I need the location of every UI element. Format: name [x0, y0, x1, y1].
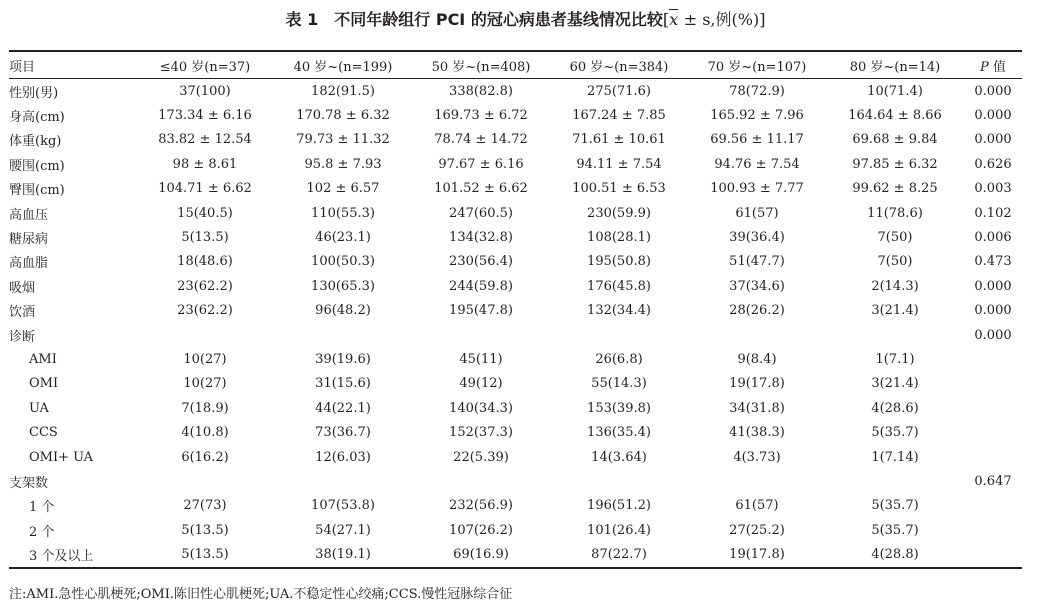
header-p-letter: P — [980, 59, 989, 75]
table-row — [9, 250, 1022, 274]
cell-group-80: 69.68 ± 9.84 — [852, 132, 938, 148]
cell-p-value: 0.473 — [974, 254, 1012, 270]
cell-group-40: 31(15.6) — [315, 376, 371, 392]
row-label: 性别(男) — [9, 85, 59, 101]
header-group-60: 60 岁~(n=384) — [550, 51, 688, 79]
cell-group-40: 130(65.3) — [311, 278, 375, 294]
cell-group-50: 69(16.9) — [412, 542, 550, 567]
cell-group-50: 101.52 ± 6.62 — [434, 181, 528, 197]
row-label: 高血脂 — [9, 256, 49, 272]
cell-group-80: 5(35.7) — [871, 498, 919, 514]
header-group-40: 40 岁~(n=199) — [274, 51, 412, 79]
cell-group-le40 — [136, 323, 274, 347]
cell-group-40: 12(6.03) — [315, 449, 371, 465]
cell-group-50: 45(11) — [459, 351, 503, 367]
cell-group-80: 7(50) — [877, 254, 913, 270]
cell-group-70: 19(17.8) — [688, 542, 826, 567]
table-row — [9, 518, 1022, 542]
table-title — [0, 9, 1051, 31]
cell-group-50: 169.73 ± 6.72 — [434, 108, 528, 124]
row-label: 3 个及以上 — [9, 542, 136, 567]
cell-p-value: 0.000 — [974, 108, 1012, 124]
cell-group-50: 140(34.3) — [449, 400, 513, 416]
cell-group-40: 170.78 ± 6.32 — [296, 108, 390, 124]
cell-group-50: 97.67 ± 6.16 — [438, 156, 524, 172]
cell-group-80: 4(28.6) — [871, 400, 919, 416]
cell-group-60: 275(71.6) — [587, 83, 651, 99]
cell-group-70: 165.92 ± 7.96 — [710, 108, 804, 124]
cell-group-60: 101(26.4) — [587, 522, 651, 538]
cell-group-70 — [688, 469, 826, 493]
row-label: UA — [29, 400, 49, 416]
row-label: CCS — [29, 425, 58, 441]
cell-group-80 — [826, 323, 964, 347]
cell-group-le40 — [136, 469, 274, 493]
cell-group-70: 34(31.8) — [729, 400, 785, 416]
cell-group-le40: 6(16.2) — [181, 449, 229, 465]
cell-group-60: 176(45.8) — [587, 278, 651, 294]
row-label: 身高(cm) — [9, 110, 65, 126]
cell-group-le40: 5(13.5) — [181, 522, 229, 538]
table-row — [9, 542, 1022, 567]
table-row — [9, 347, 1022, 371]
cell-group-60: 55(14.3) — [591, 376, 647, 392]
cell-p-value: 0.102 — [974, 205, 1012, 221]
row-label: 1 个 — [29, 500, 55, 516]
row-label: 腰围(cm) — [9, 158, 65, 174]
cell-group-60: 195(50.8) — [587, 254, 651, 270]
cell-group-50: 78.74 ± 14.72 — [434, 132, 528, 148]
header-group-80: 80 岁~(n=14) — [826, 51, 964, 79]
title-mean-symbol: $\overline{x}$ — [669, 10, 679, 29]
cell-group-le40: 37(100) — [179, 83, 231, 99]
row-label: 高血压 — [9, 207, 49, 223]
cell-group-60 — [550, 469, 688, 493]
row-label: 臀围(cm) — [9, 183, 65, 199]
table-row — [9, 79, 1022, 104]
table-row — [9, 225, 1022, 249]
cell-group-70: 61(57) — [735, 205, 779, 221]
table-row — [9, 274, 1022, 298]
cell-group-le40: 10(27) — [183, 376, 227, 392]
cell-p-value: 0.626 — [974, 156, 1012, 172]
table-row — [9, 201, 1022, 225]
cell-group-70: 69.56 ± 11.17 — [710, 132, 804, 148]
cell-group-70: 4(3.73) — [733, 449, 781, 465]
cell-group-40: 46(23.1) — [315, 230, 371, 246]
cell-p-value — [964, 542, 1022, 567]
cell-group-le40: 10(27) — [183, 351, 227, 367]
cell-group-le40: 83.82 ± 12.54 — [158, 132, 252, 148]
cell-p-value: 0.003 — [974, 181, 1012, 197]
cell-group-50: 247(60.5) — [449, 205, 513, 221]
cell-p-value — [964, 420, 1022, 444]
cell-group-70: 28(26.2) — [729, 303, 785, 319]
cell-group-40: 39(19.6) — [315, 351, 371, 367]
cell-group-70: 51(47.7) — [729, 254, 785, 270]
cell-group-60 — [550, 323, 688, 347]
cell-group-50: 152(37.3) — [449, 425, 513, 441]
cell-group-60: 87(22.7) — [550, 542, 688, 567]
cell-p-value — [964, 445, 1022, 469]
cell-group-40: 95.8 ± 7.93 — [304, 156, 382, 172]
cell-group-40: 79.73 ± 11.32 — [296, 132, 390, 148]
cell-group-50 — [412, 323, 550, 347]
header-group-50: 50 岁~(n=408) — [412, 51, 550, 79]
cell-group-40: 107(53.8) — [311, 498, 375, 514]
cell-group-70 — [688, 323, 826, 347]
row-label: 支架数 — [9, 475, 49, 491]
cell-p-value — [964, 372, 1022, 396]
title-bracket-close: ] — [759, 10, 766, 29]
cell-p-value: 0.000 — [974, 83, 1012, 99]
cell-group-80: 3(21.4) — [871, 376, 919, 392]
row-label: OMI+ UA — [29, 449, 94, 465]
cell-group-80: 7(50) — [877, 230, 913, 246]
cell-group-50: 230(56.4) — [449, 254, 513, 270]
table-row — [9, 396, 1022, 420]
cell-p-value: 0.000 — [974, 303, 1012, 319]
cell-group-le40: 173.34 ± 6.16 — [158, 108, 252, 124]
row-label: 体重(kg) — [9, 134, 62, 150]
cell-group-60: 14(3.64) — [591, 449, 647, 465]
cell-group-60: 71.61 ± 10.61 — [572, 132, 666, 148]
table-number: 表 1 — [285, 10, 319, 29]
cell-group-40 — [274, 469, 412, 493]
header-group-le40: ≤40 岁(n=37) — [136, 51, 274, 79]
header-group-70: 70 岁~(n=107) — [688, 51, 826, 79]
cell-group-80: 164.64 ± 8.66 — [848, 108, 942, 124]
cell-group-80: 4(28.8) — [826, 542, 964, 567]
cell-group-le40: 5(13.5) — [181, 230, 229, 246]
cell-group-50 — [412, 469, 550, 493]
cell-group-le40: 15(40.5) — [177, 205, 233, 221]
table-row — [9, 469, 1022, 493]
cell-group-40: 100(50.3) — [311, 254, 375, 270]
table-row — [9, 299, 1022, 323]
cell-group-50: 232(56.9) — [449, 498, 513, 514]
cell-group-50: 22(5.39) — [453, 449, 509, 465]
cell-group-40: 96(48.2) — [315, 303, 371, 319]
cell-group-80 — [826, 469, 964, 493]
table-row — [9, 323, 1022, 347]
cell-p-value: 0.000 — [974, 278, 1012, 294]
header-p-suffix: 值 — [988, 59, 1006, 75]
cell-group-le40: 4(10.8) — [181, 425, 229, 441]
cell-group-70: 27(25.2) — [729, 522, 785, 538]
cell-group-le40: 23(62.2) — [177, 278, 233, 294]
cell-group-80: 2(14.3) — [871, 278, 919, 294]
header-p-value — [964, 51, 1022, 79]
cell-p-value — [964, 494, 1022, 518]
cell-group-le40: 98 ± 8.61 — [172, 156, 238, 172]
cell-p-value: 0.000 — [974, 327, 1012, 343]
cell-group-50: 49(12) — [459, 376, 503, 392]
cell-group-40: 73(36.7) — [315, 425, 371, 441]
cell-group-60: 196(51.2) — [587, 498, 651, 514]
cell-group-le40: 5(13.5) — [136, 542, 274, 567]
title-sd-symbol: ± s — [683, 10, 711, 29]
header-item: 项目 — [9, 51, 136, 79]
cell-group-80: 5(35.7) — [871, 425, 919, 441]
table-row — [9, 372, 1022, 396]
cell-group-70: 41(38.3) — [729, 425, 785, 441]
cell-group-40: 44(22.1) — [315, 400, 371, 416]
cell-group-50: 338(82.8) — [449, 83, 513, 99]
cell-group-80: 97.85 ± 6.32 — [852, 156, 938, 172]
cell-group-70: 39(36.4) — [729, 230, 785, 246]
cell-p-value: 0.000 — [974, 132, 1012, 148]
cell-group-60: 108(28.1) — [587, 230, 651, 246]
cell-group-70: 61(57) — [735, 498, 779, 514]
cell-group-80: 99.62 ± 8.25 — [852, 181, 938, 197]
table-row — [9, 103, 1022, 127]
cell-group-le40: 7(18.9) — [181, 400, 229, 416]
row-label: 2 个 — [29, 524, 55, 540]
cell-p-value: 0.006 — [974, 230, 1012, 246]
table-row — [9, 445, 1022, 469]
table-body — [9, 79, 1022, 568]
cell-group-60: 132(34.4) — [587, 303, 651, 319]
cell-group-80: 1(7.1) — [875, 351, 915, 367]
cell-group-60: 167.24 ± 7.85 — [572, 108, 666, 124]
row-label: 饮酒 — [9, 305, 36, 321]
cell-group-60: 136(35.4) — [587, 425, 651, 441]
cell-group-40: 38(19.1) — [274, 542, 412, 567]
cell-group-40 — [274, 323, 412, 347]
cell-group-60: 100.51 ± 6.53 — [572, 181, 666, 197]
row-label: 吸烟 — [9, 280, 36, 296]
row-label: 诊断 — [9, 329, 36, 345]
cell-group-80: 10(71.4) — [867, 83, 923, 99]
table-row — [9, 494, 1022, 518]
cell-group-70: 37(34.6) — [729, 278, 785, 294]
cell-group-60: 94.11 ± 7.54 — [576, 156, 662, 172]
table-footnote: 注:AMI.急性心肌梗死;OMI.陈旧性心肌梗死;UA.不稳定性心绞痛;CCS.慢性冠脉综合征 — [9, 587, 513, 602]
row-label: OMI — [29, 376, 59, 392]
cell-group-le40: 18(48.6) — [177, 254, 233, 270]
title-text: 不同年龄组行 PCI 的冠心病患者基线情况比较 — [334, 10, 663, 29]
cell-group-50: 195(47.8) — [449, 303, 513, 319]
baseline-table — [9, 50, 1022, 569]
cell-p-value — [964, 347, 1022, 371]
title-suffix: ,例(%) — [710, 10, 760, 29]
table-row — [9, 420, 1022, 444]
cell-group-50: 107(26.2) — [449, 522, 513, 538]
cell-group-40: 110(55.3) — [311, 205, 375, 221]
cell-group-70: 9(8.4) — [737, 351, 777, 367]
cell-group-70: 19(17.8) — [729, 376, 785, 392]
cell-group-le40: 23(62.2) — [177, 303, 233, 319]
cell-group-40: 182(91.5) — [311, 83, 375, 99]
cell-group-60: 230(59.9) — [587, 205, 651, 221]
table-row — [9, 177, 1022, 201]
row-label: AMI — [29, 351, 57, 367]
cell-p-value: 0.647 — [974, 473, 1012, 489]
cell-group-80: 11(78.6) — [867, 205, 923, 221]
cell-group-le40: 27(73) — [183, 498, 227, 514]
cell-group-80: 1(7.14) — [871, 449, 919, 465]
title-bracket-open: [ — [662, 10, 670, 29]
table-row — [9, 128, 1022, 152]
cell-group-60: 26(6.8) — [595, 351, 643, 367]
cell-group-60: 153(39.8) — [587, 400, 651, 416]
table-header-row — [9, 51, 1022, 79]
cell-group-40: 54(27.1) — [315, 522, 371, 538]
cell-group-50: 244(59.8) — [449, 278, 513, 294]
cell-group-70: 78(72.9) — [729, 83, 785, 99]
cell-group-70: 100.93 ± 7.77 — [710, 181, 804, 197]
table-row — [9, 152, 1022, 176]
cell-group-70: 94.76 ± 7.54 — [714, 156, 800, 172]
cell-group-le40: 104.71 ± 6.62 — [158, 181, 252, 197]
cell-p-value — [964, 396, 1022, 420]
cell-group-40: 102 ± 6.57 — [306, 181, 380, 197]
cell-p-value — [964, 518, 1022, 542]
cell-group-50: 134(32.8) — [449, 230, 513, 246]
row-label: 糖尿病 — [9, 232, 49, 248]
cell-group-80: 5(35.7) — [871, 522, 919, 538]
cell-group-80: 3(21.4) — [871, 303, 919, 319]
